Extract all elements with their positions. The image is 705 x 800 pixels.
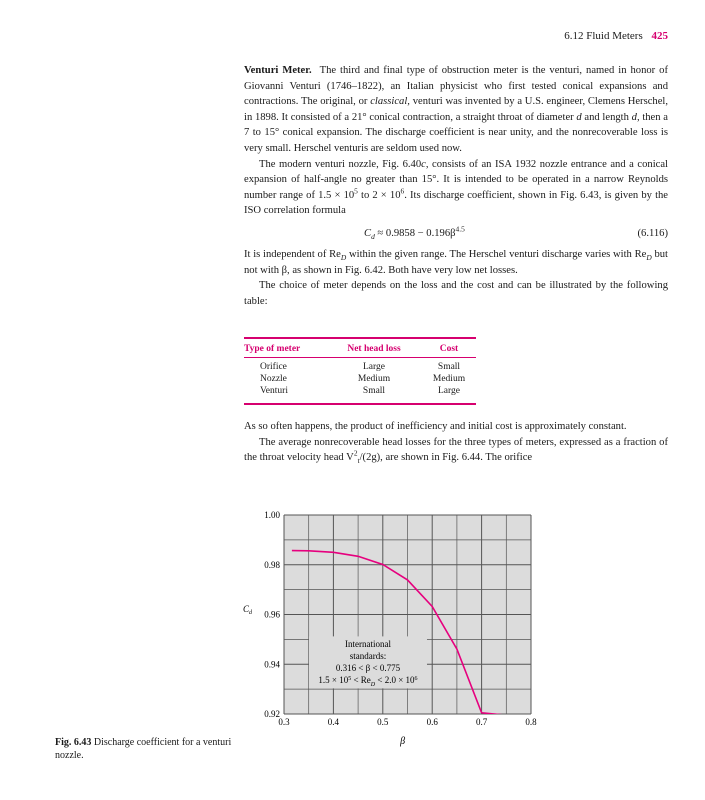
y-tick-label: 0.92 xyxy=(264,709,280,719)
paragraph-inefficiency: As so often happens, the product of inefficiency and initial cost is approximately constant. xyxy=(244,421,627,432)
paragraph-venturi-meter: Venturi Meter. The third and final type of obstruction meter is the venturi, named in honor of Giovanni Venturi (1746–1822), an Italian physicist who first tested conical expansions and contractions. The original, or classical, venturi was invented by a U.S. engineer, Clemens Herschel, in 1898. It consisted of a 21° conical contraction, a straight throat of diameter d and length d, then a 7 to 15° conical expansion. The discharge coefficient is near unity, and the nonrecoverable loss is very small. Herschel venturis are seldom used now. xyxy=(244,65,669,154)
paragraph-modern-venturi: The modern venturi nozzle, Fig. 6.40c, consists of an ISA 1932 nozzle entrance and a conical expansion of half-angle no greater than 15°. It is intended to be operated in a narrow Reynolds number range of $1.5 \times 10^5$ to $2 \times 10^6$. Its discharge coefficient, shown in Fig. 6.43, is given by the ISO correlation formula xyxy=(244,158,669,217)
y-tick-label: 1.00 xyxy=(264,510,280,520)
y-tick-label: 0.98 xyxy=(264,559,280,570)
equation-number: (6.116) xyxy=(637,227,668,239)
table-cell: Large xyxy=(363,362,385,372)
figure-caption-text: Discharge coefficient for a venturi nozzle. xyxy=(55,737,232,761)
x-tick-label: 0.5 xyxy=(377,717,389,727)
annotation-line: $1.5 \times 10^5 < Re_D < 2.0 \times 10^6$ xyxy=(318,675,418,689)
table-cell: Small xyxy=(362,386,386,396)
x-tick-label: 0.7 xyxy=(475,717,488,727)
annotation-line: standards: xyxy=(349,651,387,662)
paragraph-head-losses: The average nonrecoverable head losses for the three types of meters, expressed as a fraction of the throat velocity head $V^2_t/(2g)$, are shown in Fig. 6.44. The orifice xyxy=(244,436,668,466)
y-tick-label: 0.96 xyxy=(264,609,280,620)
x-tick-label: 0.6 xyxy=(426,717,438,727)
table-cell: Medium xyxy=(357,374,391,384)
table-cell: Medium xyxy=(432,374,466,384)
table-cell: Orifice xyxy=(260,362,287,372)
section-title: 6.12 Fluid Meters xyxy=(564,30,643,42)
table-header-cell: Type of meter xyxy=(244,344,301,354)
paragraph-choice: The choice of meter depends on the loss and the cost and can be illustrated by the following table: xyxy=(244,280,668,307)
paragraph-independent: It is independent of $Re_D$ within the given range. The Herschel venturi discharge varies with $Re_D$ but not with β, as shown in Fig. 6.42. Both have very low net losses. xyxy=(244,248,668,276)
table-header-cell: Net head loss xyxy=(347,344,401,354)
figure-label: Fig. 6.43 xyxy=(55,737,92,748)
page-number: 425 xyxy=(651,30,668,42)
x-tick-label: 0.4 xyxy=(327,717,340,727)
figure-caption xyxy=(55,736,235,762)
table-cell: Nozzle xyxy=(260,374,287,384)
paragraph-heading: Venturi Meter. xyxy=(244,65,312,76)
annotation-line: 0.316 < β < 0.775 xyxy=(335,663,401,674)
x-tick-label: 0.8 xyxy=(525,717,537,727)
table-header-cell: Cost xyxy=(439,344,459,354)
y-axis-label: $C_d$ xyxy=(243,604,253,617)
table-cell: Small xyxy=(437,362,461,372)
table-cell: Venturi xyxy=(260,386,288,396)
x-axis-label: β xyxy=(400,736,406,747)
y-tick-label: 0.94 xyxy=(264,659,280,670)
table-cell: Large xyxy=(438,386,460,396)
x-tick-label: 0.3 xyxy=(278,717,290,727)
equation-formula: $C_d \approx 0.9858 - 0.196\beta^{4.5}$ xyxy=(364,224,465,242)
annotation-line: International xyxy=(344,639,391,650)
